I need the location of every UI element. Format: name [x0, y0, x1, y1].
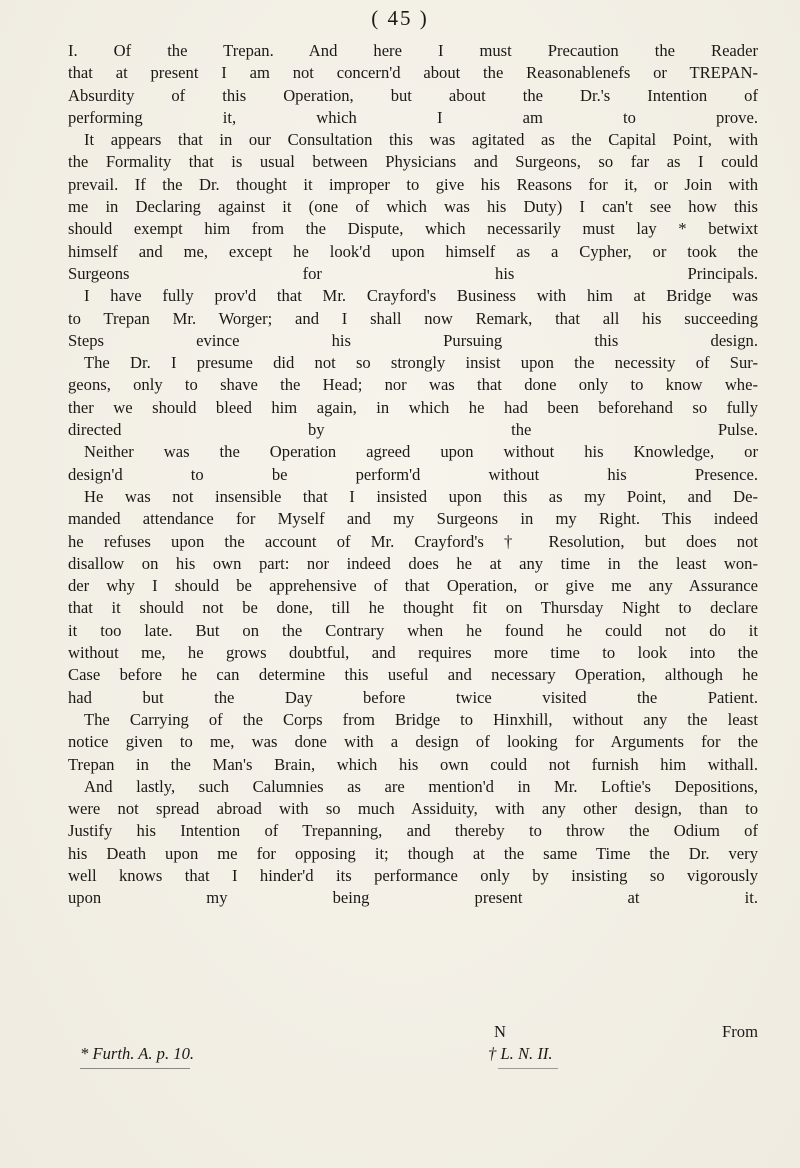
text-line: should exempt him from the Dispute, which necessarily must lay * betwixt: [68, 219, 758, 239]
paragraph: [68, 285, 758, 352]
text-line: I. Of the Trepan. And here I must Precaution the Reader: [68, 41, 758, 60]
text-line: that it should not be done, till he thought fit on Thursday Night to declare: [68, 598, 758, 618]
text-line: that at present I am not concern'd about the Reasonablenefs or TREPAN-: [68, 63, 758, 83]
text-line: he refuses upon the account of Mr. Crayford's † Resolution, but does not: [68, 531, 758, 551]
paragraph: [68, 352, 758, 441]
text-line: to Trepan Mr. Worger; and I shall now Remark, that all his succeeding: [68, 308, 758, 328]
text-line: had but the Day before twice visited the Patient.: [68, 687, 758, 707]
text-line: Surgeons for his Principals.: [68, 263, 758, 283]
text-line: manded attendance for Myself and my Surgeons in my Right. This indeed: [68, 509, 758, 529]
text-line: The Dr. I presume did not so strongly insist upon the necessity of Sur-: [84, 353, 758, 373]
text-line: He was not insensible that I insisted upon this as my Point, and De-: [84, 486, 758, 506]
text-line: performing it, which I am to prove.: [68, 107, 758, 127]
footnote-rule: [498, 1068, 558, 1069]
paragraph: [68, 709, 758, 776]
text-line: without me, he grows doubtful, and requires more time to look into the: [68, 643, 758, 663]
text-line: Trepan in the Man's Brain, which his own could not furnish him withall.: [68, 754, 758, 774]
text-line: himself and me, except he look'd upon himself as a Cypher, or took the: [68, 241, 758, 261]
text-line: Steps evince his Pursuing this design.: [68, 330, 758, 350]
paragraph: [68, 441, 758, 486]
text-line: ther we should bleed him again, in which he had been beforehand so fully: [68, 397, 758, 417]
text-line: upon my being present at it.: [68, 888, 758, 908]
text-line: It appears that in our Consultation this was agitated as the Capital Point, with: [84, 130, 758, 150]
text-line: I have fully prov'd that Mr. Crayford's Business with him at Bridge was: [84, 286, 758, 306]
text-line: Neither was the Operation agreed upon without his Knowledge, or: [84, 442, 758, 462]
text-line: geons, only to shave the Head; nor was that done only to know whe-: [68, 375, 758, 395]
text-line: well knows that I hinder'd its performance only by insisting so vigorously: [68, 865, 758, 885]
text-line: prevail. If the Dr. thought it improper to give his Reasons for it, or Join with: [68, 174, 758, 194]
text-line: The Carrying of the Corps from Bridge to Hinxhill, without any the least: [84, 709, 758, 729]
text-line: Justify his Intention of Trepanning, and thereby to throw the Odium of: [68, 821, 758, 841]
body-text: [68, 40, 758, 910]
page-number: ( 45 ): [371, 6, 429, 30]
text-line: And lastly, such Calumnies as are mention'd in Mr. Loftie's Depositions,: [84, 776, 758, 796]
text-line: disallow on his own part: nor indeed does he at any time in the least won-: [68, 553, 758, 573]
footnote-right: † L. N. II.: [488, 1044, 553, 1063]
text-line: Case before he can determine this useful and necessary Operation, although he: [68, 665, 758, 685]
page-footer: [68, 1022, 758, 1066]
text-line: Absurdity of this Operation, but about the Dr.'s Intention of: [68, 85, 758, 105]
paragraph: [68, 40, 758, 129]
text-line: design'd to be perform'd without his Presence.: [68, 464, 758, 484]
text-line: der why I should be apprehensive of that Operation, or give me any Assurance: [68, 576, 758, 596]
paragraph: [68, 486, 758, 709]
text-line: it too late. But on the Contrary when he found he could not do it: [68, 620, 758, 640]
text-line: the Formality that is usual between Physicians and Surgeons, so far as I could: [68, 152, 758, 172]
text-line: directed by the Pulse.: [68, 420, 758, 440]
text-line: his Death upon me for opposing it; though at the same Time the Dr. very: [68, 843, 758, 863]
text-line: notice given to me, was done with a design of looking for Arguments for the: [68, 732, 758, 752]
paragraph: [68, 129, 758, 285]
footnote-rule: [80, 1068, 190, 1069]
signature-mark: N: [494, 1022, 506, 1041]
footnote-left: * Furth. A. p. 10.: [80, 1044, 195, 1063]
catchword: From: [722, 1022, 758, 1041]
text-line: were not spread abroad with so much Assiduity, with any other design, than to: [68, 799, 758, 819]
paragraph: [68, 776, 758, 910]
text-line: me in Declaring against it (one of which was his Duty) I can't see how this: [68, 197, 758, 217]
